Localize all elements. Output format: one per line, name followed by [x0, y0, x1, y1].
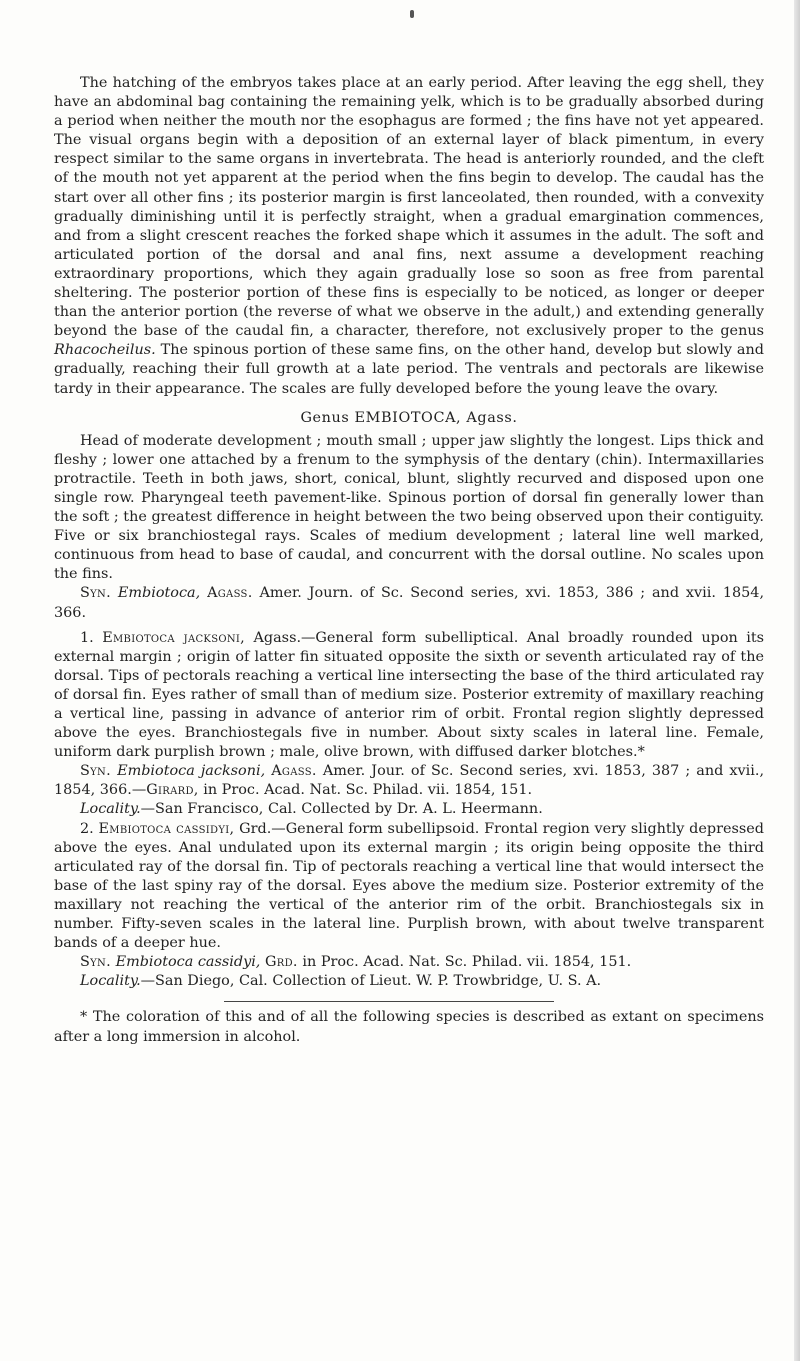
syn-label: Syn.: [80, 763, 111, 780]
genus-description: Head of moderate development ; mouth small ; upper jaw slightly the longest. Lips thick and fleshy ; lower one attached by a frenum to the symphysis of the dentary (chin). Intermaxillaries protractile. Teeth in both jaws, short, conical, blunt, slightly recurved and disposed upon one single row. Pharyngeal teeth pavement-like. Spinous portion of dorsal fin generally lower than the soft ; the greatest difference in height between the two being observed upon their contiguity. Five or six branchiostegal rays. Scales of medium development ; lateral line well marked, continuous from head to base of caudal, and concurrent with the dorsal outline. No scales upon the fins.: [54, 432, 765, 583]
syn-reference: in Proc. Acad. Nat. Sc. Philad. vii. 1854, 151.: [297, 954, 632, 971]
genus-heading: Genus EMBIOTOCA, Agass.: [300, 409, 518, 426]
footnote: * The coloration of this and of all the following species is described as extant on specimens after a long immersion in alcohol.: [54, 1009, 764, 1045]
species-text: —General form subelliptical. Anal broadly rounded upon its external margin ; origin of latter fin situated opposite the sixth or seventh articulated ray of the dorsal. Tips of pectorals reaching a vertical line intersecting the base of the third articulated ray of dorsal fin. Eyes rather of small than of medium size. Posterior extremity of maxillary reaching a vertical line, passing in advance of anterior rim of orbit. Frontal region slightly depressed above the eyes. Branchiostegals five in number. About sixty scales in lateral line. Female, uniform dark purplish brown ; male, olive brown, with diffused darker blotches.*: [54, 629, 764, 761]
syn-taxon: Embiotoca jacksoni,: [117, 763, 266, 780]
species-1-locality: [54, 800, 764, 819]
species-2-locality: [54, 972, 764, 991]
species-2-description: [54, 820, 764, 954]
intro-text-end: The spinous portion of these same fins, on the other hand, develop but slowly and gradually, reaching their full growth at a late period. The ventrals and pectorals are likewise tardy in their appearance. The scales are fully developed before the young leave the ovary.: [54, 342, 764, 397]
syn-label: Syn.: [80, 585, 111, 602]
syn-reference: Amer. Journ. of Sc. Second series, xvi. 1853, 386 ; and xvii. 1854, 366.: [54, 585, 765, 621]
intro-text: The hatching of the embryos takes place at an early period. After leaving the egg shell, they have an abdominal bag containing the remaining yelk, which is to be gradually absorbed during a period when neither the mouth nor the esophagus are formed ; the fins have not yet appeared. The visual organs begin with a deposition of an external layer of black pimentum, in every respect similar to the same organs in invertebrata. The head is anteriorly rounded, and the cleft of the mouth not yet apparent at the period when the fins begin to develop. The caudal has the start over all other fins ; its posterior margin is first lanceolated, then rounded, with a convexity gradually diminishing until it is perfectly straight, when a gradual emargination commences, and from a slight crescent reaches the forked shape which it assumes in the adult. The soft and articulated portion of the dorsal and anal fins, next assume a development reaching extraordinary proportions, which they again gradually lose so soon as free from parental sheltering. The posterior portion of these fins is especially to be noticed, as longer or deeper than the anterior portion (the reverse of what we observe in the adult,) and extending generally beyond the base of the caudal fin, a character, therefore, not exclusively proper to the genus: [54, 75, 764, 340]
species-1-description: [54, 629, 764, 763]
syn-reference: Amer. Jour. of Sc. Second series, xvi. 1853, 387 ; and xvii., 1854, 366.—: [54, 763, 765, 799]
species-author: Grd.: [239, 820, 272, 837]
species-1-synonymy: [54, 762, 764, 800]
genus-synonymy: [54, 584, 764, 622]
species-text: —General form subellipsoid. Frontal region very slightly depressed above the eyes. Anal undulated upon its external margin ; its origin being opposite the third articulated ray of the dorsal fin. Tip of pectorals reaching a vertical line that would intersect the base of the last spiny ray of the dorsal. Eyes above the medium size. Posterior extremity of the maxillary not reaching the vertical of the anterior rim of the orbit. Branchiostegals six in number. Fifty-seven scales in the lateral line. Purplish brown, with about twelve transparent bands of a deeper hue.: [54, 820, 765, 952]
syn-reference-2: in Proc. Acad. Nat. Sc. Philad. vii. 1854, 151.: [198, 782, 533, 799]
syn-taxon: Embiotoca cassidyi,: [115, 954, 261, 971]
species-2-synonymy: [54, 953, 764, 972]
page-edge: [794, 0, 800, 1361]
locality-text: —San Diego, Cal. Collection of Lieut. W. P. Trowbridge, U. S. A.: [140, 973, 602, 990]
page-mark: [410, 10, 414, 18]
species-name: Embiotoca jacksoni,: [102, 629, 246, 646]
syn-author: Agass.: [207, 585, 253, 602]
locality-label: Locality.: [80, 801, 141, 818]
species-author: Agass.: [253, 629, 302, 646]
species-name: Embiotoca cassidyi,: [98, 820, 235, 837]
intro-genus-name: Rhacocheilus.: [54, 342, 156, 359]
footnote-divider: [224, 1001, 554, 1002]
syn-label: Syn.: [80, 954, 111, 971]
syn-author-2: Girard,: [146, 782, 199, 799]
locality-text: —San Francisco, Cal. Collected by Dr. A. L. Heermann.: [140, 801, 543, 818]
species-number: 2.: [80, 820, 94, 837]
syn-author: Grd.: [264, 954, 298, 971]
syn-taxon: Embiotoca,: [117, 585, 201, 602]
species-number: 1.: [80, 629, 94, 646]
syn-author: Agass.: [271, 763, 317, 780]
intro-paragraph: [54, 74, 764, 399]
locality-label: Locality.: [80, 973, 141, 990]
